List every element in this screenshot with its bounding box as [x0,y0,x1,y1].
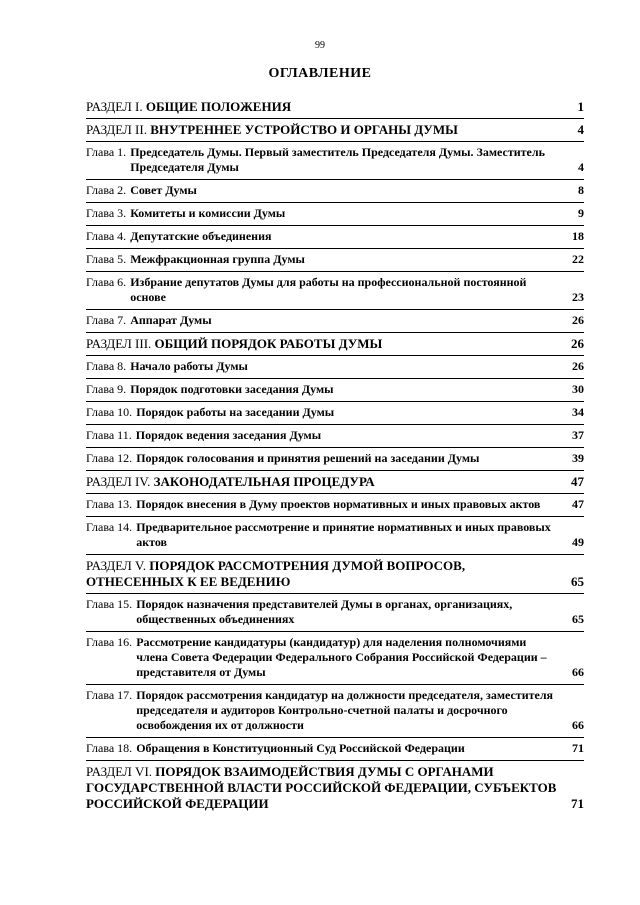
page-ref: 9 [578,206,584,220]
toc-entry-text [86,359,558,374]
toc-chapter-row[interactable] [86,685,584,738]
table-of-contents [86,96,584,815]
toc-entry-text [86,764,558,812]
chapter-label: Глава 13. [86,497,133,511]
section-title: ПОРЯДОК ВЗАИМОДЕЙСТВИЯ ДУМЫ С ОРГАНАМИ ГОСУДАРСТВЕННОЙ ВЛАСТИ РОССИЙСКОЙ ФЕДЕРАЦИИ, СУБЪЕКТОВ РОССИЙСКОЙ ФЕДЕРАЦИИ [86,764,557,811]
chapter-label: Глава 14. [86,520,133,534]
toc-chapter-row[interactable] [86,594,584,632]
chapter-title: Порядок внесения в Думу проектов нормативных и иных правовых актов [136,497,541,511]
chapter-label: Глава 5. [86,252,127,266]
chapter-label: Глава 8. [86,359,127,373]
page-ref: 37 [572,428,584,442]
chapter-label: Глава 2. [86,183,127,197]
section-label: РАЗДЕЛ IV. [86,474,151,489]
page-ref: 66 [572,718,584,732]
chapter-label: Глава 6. [86,275,127,289]
toc-chapter-row[interactable] [86,402,584,425]
toc-entry-text [86,635,558,680]
section-title: ОБЩИЕ ПОЛОЖЕНИЯ [145,99,292,114]
page-ref: 39 [572,451,584,465]
chapter-label: Глава 18. [86,741,133,755]
toc-entry-text [86,497,558,512]
chapter-title: Депутатские объединения [130,229,272,243]
chapter-title: Совет Думы [130,183,197,197]
toc-entry-text [86,474,558,490]
toc-chapter-row[interactable] [86,356,584,379]
chapter-title: Комитеты и комиссии Думы [130,206,286,220]
toc-entry-text [86,229,558,244]
chapter-title: Порядок голосования и принятия решений на заседании Думы [136,451,480,465]
page-ref: 49 [572,535,584,549]
toc-chapter-row[interactable] [86,310,584,333]
toc-chapter-row[interactable] [86,249,584,272]
toc-section-row[interactable] [86,119,584,142]
chapter-title: Порядок подготовки заседания Думы [130,382,334,396]
toc-section-row[interactable] [86,761,584,815]
page-ref: 23 [572,290,584,304]
toc-chapter-row[interactable] [86,448,584,471]
toc-entry-text [86,122,558,138]
toc-chapter-row[interactable] [86,425,584,448]
section-title: ПОРЯДОК РАССМОТРЕНИЯ ДУМОЙ ВОПРОСОВ, ОТНЕСЕННЫХ К ЕЕ ВЕДЕНИЮ [86,558,466,589]
toc-chapter-row[interactable] [86,632,584,685]
chapter-title: Председатель Думы. Первый заместитель Председателя Думы. Заместитель Председателя Думы [130,145,545,174]
page-ref: 71 [571,796,584,811]
page-ref: 26 [572,313,584,327]
toc-entry-text [86,405,558,420]
chapter-label: Глава 16. [86,635,133,649]
toc-section-row[interactable] [86,96,584,119]
toc-entry-text [86,382,558,397]
toc-entry-text [86,313,558,328]
section-title: ВНУТРЕННЕЕ УСТРОЙСТВО И ОРГАНЫ ДУМЫ [150,122,458,137]
chapter-label: Глава 9. [86,382,127,396]
chapter-label: Глава 11. [86,428,132,442]
chapter-title: Порядок назначения представителей Думы в органах, организациях, общественных объединениях [136,597,513,626]
page-ref: 22 [572,252,584,266]
chapter-title: Избрание депутатов Думы для работы на профессиональной постоянной основе [130,275,527,304]
section-title: ЗАКОНОДАТЕЛЬНАЯ ПРОЦЕДУРА [153,474,375,489]
section-label: РАЗДЕЛ V. [86,558,147,573]
toc-chapter-row[interactable] [86,272,584,310]
chapter-label: Глава 10. [86,405,133,419]
section-label: РАЗДЕЛ VI. [86,764,153,779]
section-title: ОБЩИЙ ПОРЯДОК РАБОТЫ ДУМЫ [154,336,383,351]
page-ref: 30 [572,382,584,396]
chapter-title: Предварительное рассмотрение и принятие нормативных и иных правовых актов [136,520,551,549]
page-ref: 47 [572,497,584,511]
page-ref: 4 [578,160,584,174]
chapter-label: Глава 7. [86,313,127,327]
section-label: РАЗДЕЛ III. [86,336,152,351]
page-ref: 8 [578,183,584,197]
toc-section-row[interactable] [86,555,584,594]
page-ref: 71 [572,741,584,755]
chapter-title: Порядок ведения заседания Думы [135,428,322,442]
chapter-title: Рассмотрение кандидатуры (кандидатур) для наделения полномочиями члена Совета Федерации Федерального Собрания Российской Федерации – представителя от Думы [136,635,547,679]
toc-entry-text [86,99,558,115]
page-number: 99 [315,40,325,51]
toc-chapter-row[interactable] [86,142,584,180]
toc-chapter-row[interactable] [86,738,584,761]
toc-entry-text [86,428,558,443]
chapter-label: Глава 4. [86,229,127,243]
toc-title: ОГЛАВЛЕНИЕ [268,66,372,81]
toc-entry-text [86,206,558,221]
page-ref: 26 [572,359,584,373]
toc-chapter-row[interactable] [86,203,584,226]
toc-entry-text [86,520,558,550]
section-label: РАЗДЕЛ I. [86,99,143,114]
page-ref: 34 [572,405,584,419]
toc-entry-text [86,183,558,198]
chapter-label: Глава 3. [86,206,127,220]
page-ref: 1 [577,99,584,114]
toc-chapter-row[interactable] [86,226,584,249]
toc-entry-text [86,252,558,267]
toc-chapter-row[interactable] [86,379,584,402]
chapter-title: Межфракционная группа Думы [130,252,305,266]
toc-chapter-row[interactable] [86,494,584,517]
toc-entry-text [86,597,558,627]
page-ref: 26 [571,336,584,351]
toc-entry-text [86,145,558,175]
page-ref: 4 [577,122,584,137]
toc-chapter-row[interactable] [86,180,584,203]
page-ref: 18 [572,229,584,243]
page-ref: 47 [571,474,584,489]
chapter-title: Начало работы Думы [130,359,248,373]
toc-section-row[interactable] [86,333,584,356]
toc-entry-text [86,451,558,466]
chapter-title: Аппарат Думы [130,313,212,327]
chapter-label: Глава 1. [86,145,127,159]
chapter-title: Порядок рассмотрения кандидатур на должности председателя, заместителя председателя и аудиторов Контрольно-счетной палаты и досрочного освобождения их от должности [136,688,554,732]
toc-entry-text [86,688,558,733]
page-ref: 66 [572,665,584,679]
page-ref: 65 [571,574,584,589]
section-label: РАЗДЕЛ II. [86,122,147,137]
chapter-label: Глава 17. [86,688,133,702]
toc-entry-text [86,741,558,756]
toc-entry-text [86,336,558,352]
chapter-title: Обращения в Конституционный Суд Российской Федерации [136,741,465,755]
page-ref: 65 [572,612,584,626]
toc-chapter-row[interactable] [86,517,584,555]
toc-entry-text [86,275,558,305]
chapter-label: Глава 12. [86,451,133,465]
chapter-title: Порядок работы на заседании Думы [136,405,335,419]
toc-entry-text [86,558,558,590]
chapter-label: Глава 15. [86,597,133,611]
toc-section-row[interactable] [86,471,584,494]
